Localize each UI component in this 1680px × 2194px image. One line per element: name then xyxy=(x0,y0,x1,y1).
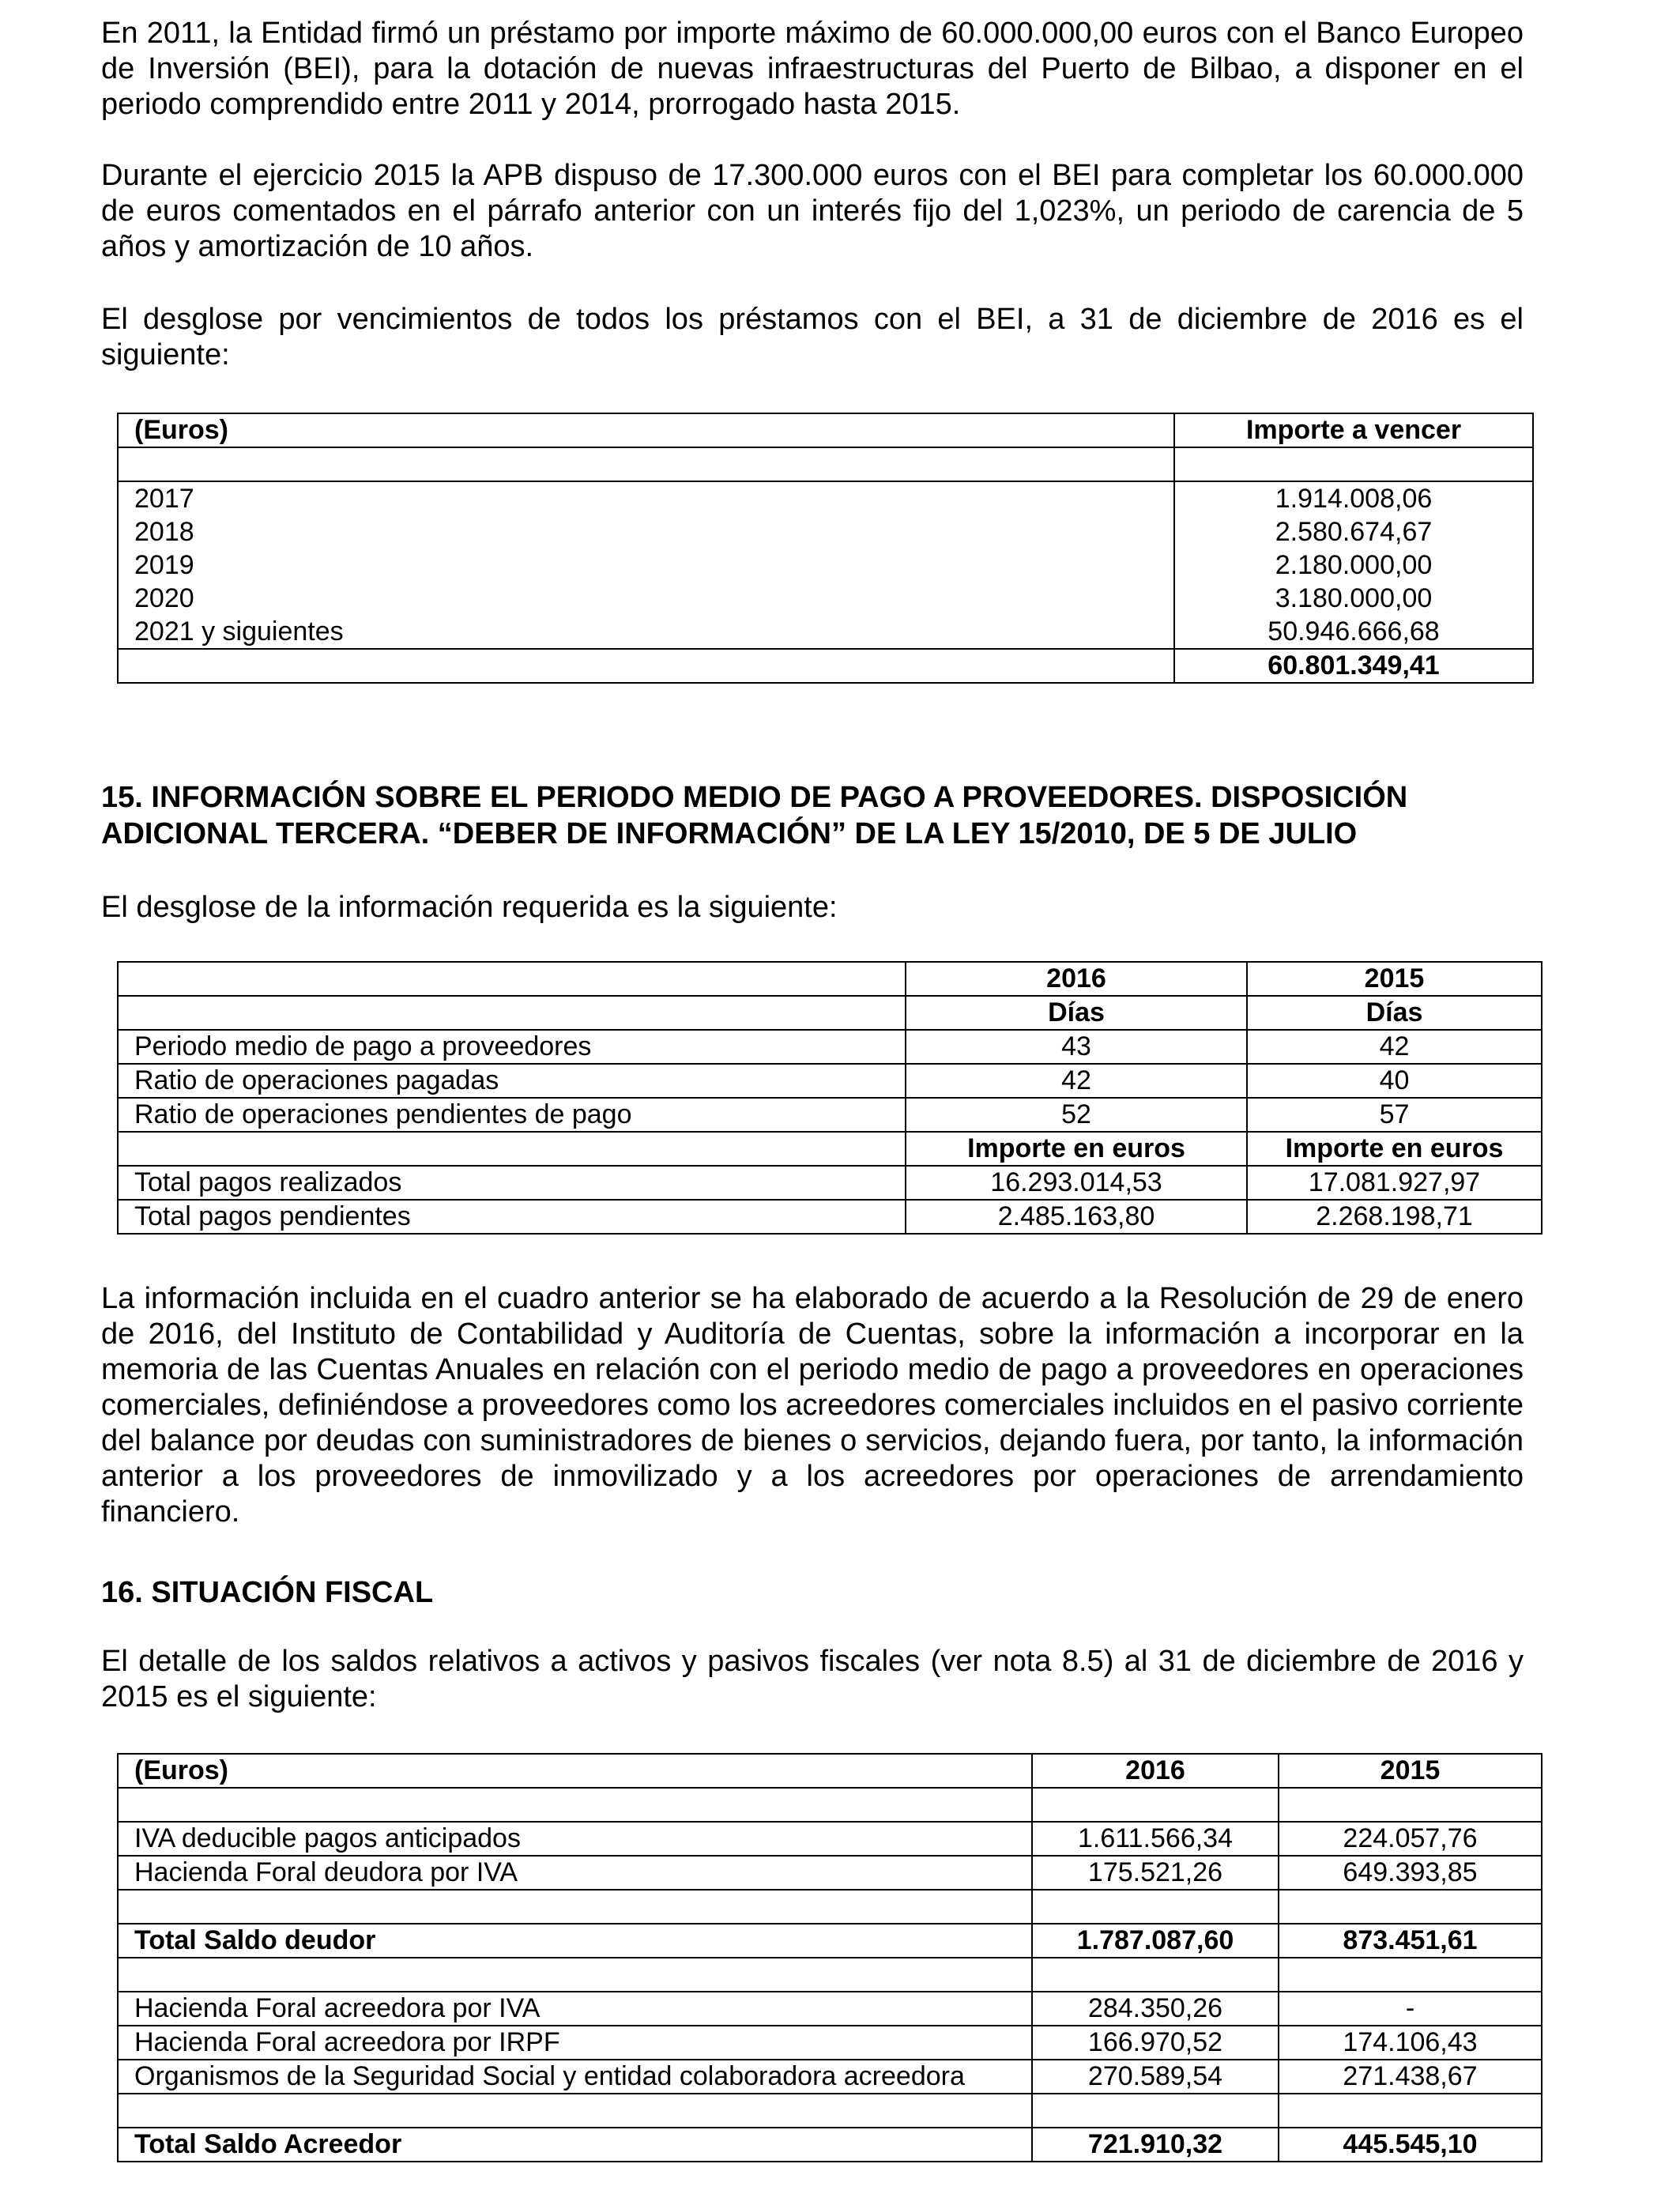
column-header-euros: (Euros) xyxy=(118,413,1174,447)
row-value-2015: 174.106,43 xyxy=(1279,2026,1542,2060)
row-value-2015: 649.393,85 xyxy=(1279,1856,1542,1890)
bei-maturity-table xyxy=(117,413,1534,684)
row-label: 2020 xyxy=(118,582,1174,615)
row-value-2015: 224.057,76 xyxy=(1279,1822,1542,1856)
table-row xyxy=(118,515,1533,548)
row-value-2016: 284.350,26 xyxy=(1032,1992,1279,2026)
total-acreedor-label: Total Saldo Acreedor xyxy=(118,2128,1032,2162)
column-header-2015: 2015 xyxy=(1279,1754,1542,1788)
blank-row xyxy=(118,2094,1542,2128)
row-value-2015: 42 xyxy=(1247,1030,1542,1064)
column-header-amount-due: Importe a vencer xyxy=(1174,413,1533,447)
total-deudor-2016: 1.787.087,60 xyxy=(1032,1924,1279,1958)
row-label: Periodo medio de pago a proveedores xyxy=(118,1030,906,1064)
row-label: Total pagos realizados xyxy=(118,1166,906,1200)
year-header-row xyxy=(118,962,1542,996)
section-15-heading: 15. INFORMACIÓN SOBRE EL PERIODO MEDIO DE PAGO A PROVEEDORES. DISPOSICIÓN ADICIONAL TERCERA. “DEBER DE INFORMACIÓN” DE LA LEY 15/2010, DE 5 DE JULIO xyxy=(101,781,1408,850)
blank-row xyxy=(118,447,1533,481)
total-row xyxy=(118,2128,1542,2162)
table-row xyxy=(118,615,1533,649)
row-value-2015: 2.268.198,71 xyxy=(1247,1200,1542,1234)
total-deudor-label: Total Saldo deudor xyxy=(118,1924,1032,1958)
unit-euros-row xyxy=(118,1132,1542,1166)
row-value-2016: 1.611.566,34 xyxy=(1032,1822,1279,1856)
table-row xyxy=(118,2060,1542,2094)
row-value: 1.914.008,06 xyxy=(1174,481,1533,515)
row-label: Hacienda Foral acreedora por IVA xyxy=(118,1992,1032,2026)
section-16-heading: 16. SITUACIÓN FISCAL xyxy=(101,1576,434,1609)
row-label: Organismos de la Seguridad Social y entidad colaboradora acreedora xyxy=(118,2060,1032,2094)
row-label: 2018 xyxy=(118,515,1174,548)
total-acreedor-2015: 445.545,10 xyxy=(1279,2128,1542,2162)
row-value: 2.580.674,67 xyxy=(1174,515,1533,548)
year-2016-header: 2016 xyxy=(906,962,1247,996)
paragraph-fiscal-intro: El detalle de los saldos relativos a activos y pasivos fiscales (ver nota 8.5) al 31 de diciembre de 2016 y 2015 es el siguiente: xyxy=(101,1645,1524,1713)
row-value-2015: 40 xyxy=(1247,1064,1542,1098)
blank-row xyxy=(118,1890,1542,1924)
paragraph-maturity-intro: El desglose por vencimientos de todos los préstamos con el BEI, a 31 de diciembre de 2016 es el siguiente: xyxy=(101,303,1524,371)
table-row xyxy=(118,1064,1542,1098)
row-value-2016: 166.970,52 xyxy=(1032,2026,1279,2060)
table-row xyxy=(118,1166,1542,1200)
table-row xyxy=(118,481,1533,515)
year-2015-header: 2015 xyxy=(1247,962,1542,996)
paragraph-pmp-intro: El desglose de la información requerida es la siguiente: xyxy=(101,891,838,924)
total-row xyxy=(118,649,1533,683)
blank-row xyxy=(118,1788,1542,1822)
tax-balance-table xyxy=(117,1753,1543,2162)
table-row xyxy=(118,548,1533,582)
table-row xyxy=(118,582,1533,615)
unit-euros-2015: Importe en euros xyxy=(1247,1132,1542,1166)
table-header-row xyxy=(118,413,1533,447)
row-value-2016: 175.521,26 xyxy=(1032,1856,1279,1890)
row-value-2016: 270.589,54 xyxy=(1032,2060,1279,2094)
unit-days-2016: Días xyxy=(906,996,1247,1030)
unit-days-2015: Días xyxy=(1247,996,1542,1030)
row-value-2015: - xyxy=(1279,1992,1542,2026)
table-header-row xyxy=(118,1754,1542,1788)
row-value-2015: 271.438,67 xyxy=(1279,2060,1542,2094)
row-label: Hacienda Foral acreedora por IRPF xyxy=(118,2026,1032,2060)
row-value-2016: 2.485.163,80 xyxy=(906,1200,1247,1234)
row-value-2015: 17.081.927,97 xyxy=(1247,1166,1542,1200)
unit-header-row xyxy=(118,996,1542,1030)
row-label: 2019 xyxy=(118,548,1174,582)
paragraph-2015-disposal: Durante el ejercicio 2015 la APB dispuso de 17.300.000 euros con el BEI para completar los 60.000.000 de euros comentados en el párrafo anterior con un interés fijo del 1,023%, un periodo de carencia de 5 años y amortización de 10 años. xyxy=(101,159,1524,263)
row-value: 3.180.000,00 xyxy=(1174,582,1533,615)
table-row xyxy=(118,2026,1542,2060)
column-header-euros: (Euros) xyxy=(118,1754,1032,1788)
row-label: IVA deducible pagos anticipados xyxy=(118,1822,1032,1856)
table-row xyxy=(118,1030,1542,1064)
blank-row xyxy=(118,1958,1542,1992)
unit-euros-2016: Importe en euros xyxy=(906,1132,1247,1166)
row-label: Total pagos pendientes xyxy=(118,1200,906,1234)
total-row xyxy=(118,1924,1542,1958)
row-value-2016: 52 xyxy=(906,1098,1247,1132)
table-row xyxy=(118,1856,1542,1890)
row-value-2016: 43 xyxy=(906,1030,1247,1064)
paragraph-bei-loan: En 2011, la Entidad firmó un préstamo por importe máximo de 60.000.000,00 euros con el Banco Europeo de Inversión (BEI), para la dotación de nuevas infraestructuras del Puerto de Bilbao, a disponer en el periodo comprendido entre 2011 y 2014, prorrogado hasta 2015. xyxy=(101,17,1524,121)
row-value-2016: 42 xyxy=(906,1064,1247,1098)
row-label: 2021 y siguientes xyxy=(118,615,1174,649)
total-deudor-2015: 873.451,61 xyxy=(1279,1924,1542,1958)
table-row xyxy=(118,1822,1542,1856)
row-label: 2017 xyxy=(118,481,1174,515)
payment-period-table xyxy=(117,961,1543,1235)
total-acreedor-2016: 721.910,32 xyxy=(1032,2128,1279,2162)
table-row xyxy=(118,1200,1542,1234)
row-label: Ratio de operaciones pendientes de pago xyxy=(118,1098,906,1132)
row-label: Ratio de operaciones pagadas xyxy=(118,1064,906,1098)
table-row xyxy=(118,1992,1542,2026)
row-value: 2.180.000,00 xyxy=(1174,548,1533,582)
column-header-2016: 2016 xyxy=(1032,1754,1279,1788)
row-label: Hacienda Foral deudora por IVA xyxy=(118,1856,1032,1890)
table-row xyxy=(118,1098,1542,1132)
row-value-2015: 57 xyxy=(1247,1098,1542,1132)
paragraph-icac-resolution: La información incluida en el cuadro anterior se ha elaborado de acuerdo a la Resolución de 29 de enero de 2016, del Instituto de Contabilidad y Auditoría de Cuentas, sobre la información a incorporar en la memoria de las Cuentas Anuales en relación con el periodo medio de pago a proveedores en operaciones comerciales, definiéndose a proveedores como los acreedores comerciales incluidos en el pasivo corriente del balance por deudas con suministradores de bienes o servicios, dejando fuera, por tanto, la información anterior a los proveedores de inmovilizado y a los acreedores por operaciones de arrendamiento financiero. xyxy=(101,1282,1524,1529)
row-value: 50.946.666,68 xyxy=(1174,615,1533,649)
total-value: 60.801.349,41 xyxy=(1174,649,1533,683)
row-value-2016: 16.293.014,53 xyxy=(906,1166,1247,1200)
